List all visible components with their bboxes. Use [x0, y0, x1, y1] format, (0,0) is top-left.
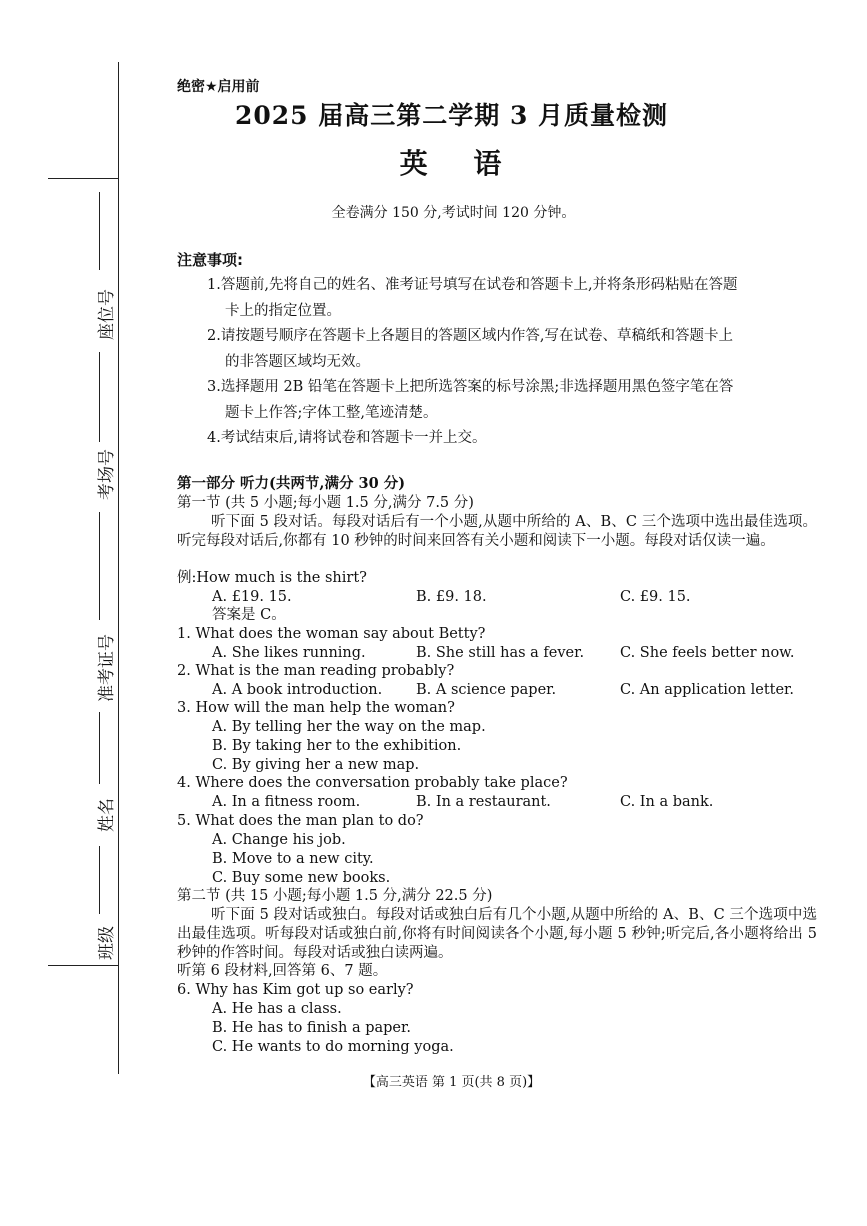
q2-option-a: A. A book introduction.	[212, 682, 383, 698]
section1-instructions: 听下面 5 段对话。每段对话后有一个小题,从题中所给的 A、B、C 三个选项中选出最佳选项。听完每段对话后,你都有 10 秒钟的时间来回答有关小题和阅读下一小题。每段对话仅读一遍。	[177, 514, 817, 549]
q6-option-c: C. He wants to do morning yoga.	[212, 1039, 454, 1055]
notice-heading: 注意事项:	[177, 251, 243, 269]
question-6: 6. Why has Kim got up so early?	[177, 982, 414, 998]
binding-tick-bottom	[48, 965, 118, 966]
notice-item-continuation: 题卡上作答;字体工整,笔迹清楚。	[225, 405, 438, 421]
question-2: 2. What is the man reading probably?	[177, 663, 455, 679]
seat-label: 座位号	[97, 289, 117, 340]
material-instruction: 听第 6 段材料,回答第 6、7 题。	[177, 963, 388, 979]
example-option-a: A. £19. 15.	[212, 589, 292, 605]
example-option-b: B. £9. 18.	[416, 589, 487, 605]
notice-item-line: 1.答题前,先将自己的姓名、准考证号填写在试卷和答题卡上,并将条形码粘贴在答题	[207, 277, 738, 293]
notice-item-line: 3.选择题用 2B 铅笔在答题卡上把所选答案的标号涂黑;非选择题用黑色签字笔在答	[207, 379, 734, 395]
q3-option-a: A. By telling her the way on the map.	[212, 719, 486, 735]
q4-option-b: B. In a restaurant.	[416, 794, 551, 810]
notice-item-line: 4.考试结束后,请将试卷和答题卡一并上交。	[207, 430, 487, 446]
q4-option-a: A. In a fitness room.	[212, 794, 361, 810]
class-label: 班级	[97, 926, 117, 960]
q3-option-c: C. By giving her a new map.	[212, 757, 420, 773]
notice-item	[207, 425, 817, 451]
q6-option-b: B. He has to finish a paper.	[212, 1020, 411, 1036]
admission-label: 准考证号	[97, 634, 117, 702]
score-time-line: 全卷满分 150 分,考试时间 120 分钟。	[331, 205, 576, 221]
q3-option-b: B. By taking her to the exhibition.	[212, 738, 462, 754]
part-heading: 第一部分 听力(共两节,满分 30 分)	[177, 475, 406, 492]
room-line	[99, 352, 100, 442]
q2-option-b: B. A science paper.	[416, 682, 557, 698]
question-3: 3. How will the man help the woman?	[177, 700, 455, 716]
q5-option-b: B. Move to a new city.	[212, 851, 374, 867]
question-4: 4. Where does the conversation probably take place?	[177, 775, 568, 791]
q1-option-c: C. She feels better now.	[620, 645, 795, 661]
example-question: 例:How much is the shirt?	[177, 570, 367, 586]
section2-heading: 第二节 (共 15 小题;每小题 1.5 分,满分 22.5 分)	[177, 888, 493, 904]
notice-item	[207, 272, 817, 324]
q4-option-c: C. In a bank.	[620, 794, 714, 810]
q5-option-c: C. Buy some new books.	[212, 870, 391, 886]
section1-heading: 第一节 (共 5 小题;每小题 1.5 分,满分 7.5 分)	[177, 495, 474, 511]
notice-item	[207, 323, 817, 375]
confidential-mark: 绝密★启用前	[177, 79, 260, 95]
name-line	[99, 712, 100, 784]
room-label: 考场号	[97, 449, 117, 500]
example-option-c: C. £9. 15.	[620, 589, 691, 605]
notice-item	[207, 374, 817, 426]
name-label: 姓名	[97, 798, 117, 832]
subject-title: 英 语	[399, 147, 520, 180]
q1-option-a: A. She likes running.	[212, 645, 366, 661]
q6-option-a: A. He has a class.	[212, 1001, 342, 1017]
question-5: 5. What does the man plan to do?	[177, 813, 424, 829]
q5-option-a: A. Change his job.	[212, 832, 346, 848]
section2-instructions: 听下面 5 段对话或独白。每段对话或独白后有几个小题,从题中所给的 A、B、C 三个选项中选出最佳选项。听每段对话或独白前,你将有时间阅读各个小题,每小题 5 秒钟;听完后,各小题将给出 5 秒钟的作答时间。每段对话或独白读两遍。	[177, 907, 817, 961]
notice-item-line: 2.请按题号顺序在答题卡上各题目的答题区域内作答,写在试卷、草稿纸和答题卡上	[207, 328, 733, 344]
class-line	[99, 846, 100, 914]
q1-option-b: B. She still has a fever.	[416, 645, 585, 661]
example-answer: 答案是 C。	[212, 607, 286, 623]
question-1: 1. What does the woman say about Betty?	[177, 626, 486, 642]
q2-option-c: C. An application letter.	[620, 682, 795, 698]
exam-title: 2025 届高三第二学期 3 月质量检测	[234, 101, 669, 130]
admission-line	[99, 512, 100, 620]
notice-item-continuation: 的非答题区域均无效。	[225, 354, 370, 370]
notice-item-continuation: 卡上的指定位置。	[225, 303, 341, 319]
page-footer: 【高三英语 第 1 页(共 8 页)】	[362, 1075, 541, 1090]
